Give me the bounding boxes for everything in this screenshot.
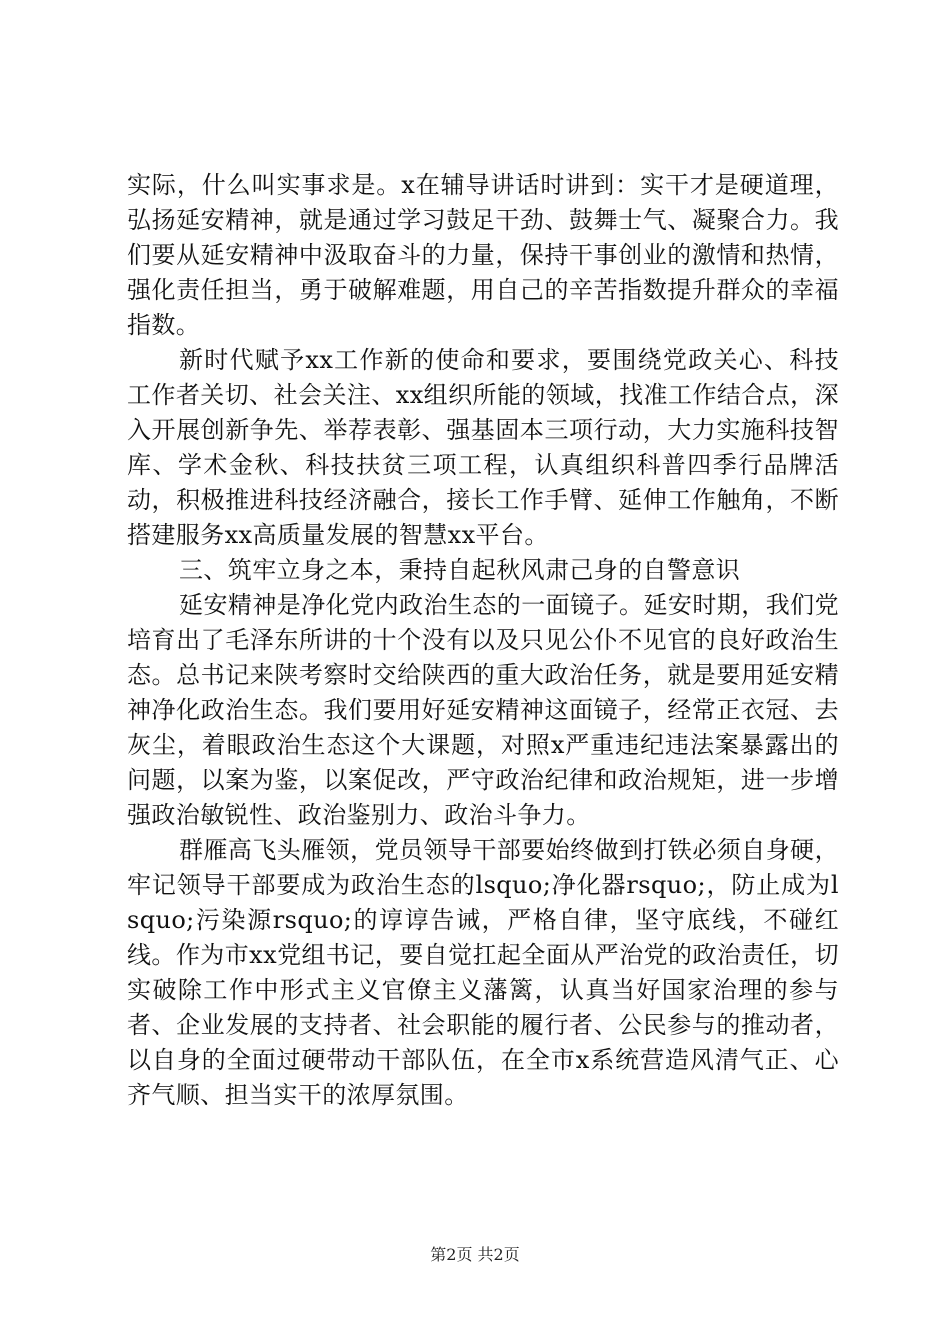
paragraph-continuation: 实际，什么叫实事求是。x在辅导讲话时讲到：实干才是硬道理，弘扬延安精神，就是通过学习鼓足干劲、鼓舞士气、凝聚合力。我们要从延安精神中汲取奋斗的力量，保持干事创业的激情和热情，强化责任担当，勇于破解难题，用自己的辛苦指数提升群众的幸福指数。 — [127, 171, 839, 339]
paragraph-lead-geese: 群雁高飞头雁领，党员领导干部要始终做到打铁必须自身硬，牢记领导干部要成为政治生态的lsquo;净化器rsquo;，防止成为lsquo;污染源rsquo;的谆谆告诫，严格自律，坚守底线，不碰红线。作为市xx党组书记，要自觉扛起全面从严治党的政治责任，切实破除工作中形式主义官僚主义藩篱，认真当好国家治理的参与者、企业发展的支持者、社会职能的履行者、公民参与的推动者，以自身的全面过硬带动干部队伍，在全市x系统营造风清气正、心齐气顺、担当实干的浓厚氛围。 — [127, 836, 839, 1109]
paragraph-new-era: 新时代赋予xx工作新的使命和要求，要围绕党政关心、科技工作者关切、社会关注、xx组织所能的领域，找准工作结合点，深入开展创新争先、举荐表彰、强基固本三项行动，大力实施科技智库、学术金秋、科技扶贫三项工程，认真组织科普四季行品牌活动，积极推进科技经济融合，接长工作手臂、延伸工作触角，不断搭建服务xx高质量发展的智慧xx平台。 — [127, 346, 839, 549]
paragraph-yanan-mirror: 延安精神是净化党内政治生态的一面镜子。延安时期，我们党培育出了毛泽东所讲的十个没有以及只见公仆不见官的良好政治生态。总书记来陕考察时交给陕西的重大政治任务，就是要用延安精神净化政治生态。我们要用好延安精神这面镜子，经常正衣冠、去灰尘，着眼政治生态这个大课题，对照x严重违纪违法案暴露出的问题，以案为鉴，以案促改，严守政治纪律和政治规矩，进一步增强政治敏锐性、政治鉴别力、政治斗争力。 — [127, 591, 839, 829]
section-heading-3: 三、筑牢立身之本，秉持自起秋风肃己身的自警意识 — [179, 556, 741, 584]
document-body — [127, 168, 839, 1113]
page-footer: 第2页 共2页 — [430, 1245, 520, 1264]
